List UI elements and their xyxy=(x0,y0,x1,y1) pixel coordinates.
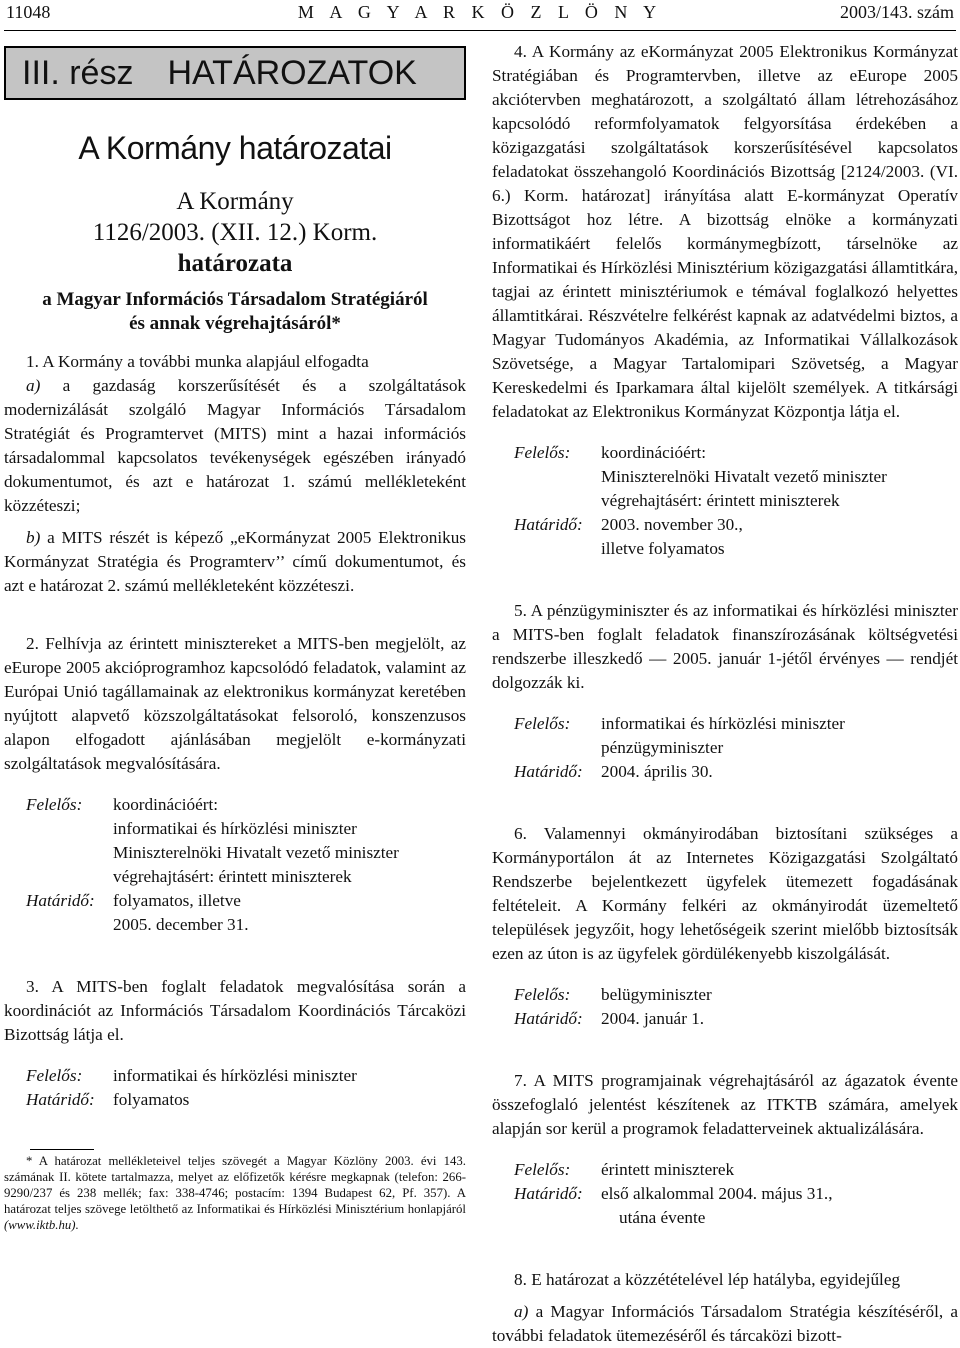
decision-title xyxy=(4,186,466,279)
responsibility-block-4 xyxy=(514,441,958,561)
responsibility-block-5 xyxy=(514,712,958,784)
item-label: a) xyxy=(26,376,41,395)
decision-number: 1126/2003. (XII. 12.) Korm. xyxy=(92,219,378,246)
section-title: A Kormány határozatai xyxy=(78,130,392,166)
part-banner xyxy=(4,46,466,100)
paragraph-8: 8. E határozat a közzétételével lép hatályba, egyidejűleg xyxy=(514,1270,901,1289)
issue-number: 2003/143. szám xyxy=(840,2,954,22)
deadline-value: illetve folyamatos xyxy=(601,539,725,558)
footnote-link: (www.iktb.hu). xyxy=(4,1218,79,1232)
responsible-value: koordinációért: xyxy=(601,443,706,462)
decision-kind: határozata xyxy=(177,250,293,277)
responsibility-block-3 xyxy=(26,1064,466,1112)
deadline-label: Határidő: xyxy=(514,762,583,781)
responsible-value: Miniszterelnöki Hivatalt vezető miniszter xyxy=(113,843,399,862)
deadline-value: 2005. december 31. xyxy=(113,915,249,934)
paragraph-2: 2. Felhívja az érintett minisztereket a MITS-ben megjelölt, az eEurope 2005 akcióprogramhoz kapcsolódó feladatok, valamint az Európai Unió tagállamainak az elektronikus kormányzat keretében nyújtott alapvető közszolgáltatásokat felsoroló, konszenzusos alapon elfogadott ajánlásában megjelölt e-kormányzati szolgáltatások megvalósítására. xyxy=(4,634,466,773)
responsible-label: Felelős: xyxy=(26,795,83,814)
decision-subject xyxy=(4,288,466,336)
part-title: HATÁROZATOK xyxy=(167,54,417,92)
deadline-value: 2003. november 30., xyxy=(601,515,743,534)
footnote-text: * A határozat mellékleteivel teljes szövegét a Magyar Közlöny 2003. évi 143. számának II. kötete tartalmazza, melyet az előfizetők kérésre megkapnak (telefon: 266-9290/237 és 238 mellék; fax: 338-4746; postacím: 1394 Budapest 62, Pf. 357). A határozat teljes szövege letölthető az Informatikai és Hírközlési Minisztérium honlapjáról xyxy=(4,1154,466,1216)
deadline-value: utána évente xyxy=(619,1208,706,1227)
deadline-value: 2004. április 30. xyxy=(601,762,713,781)
deadline-label: Határidő: xyxy=(514,1009,583,1028)
responsible-label: Felelős: xyxy=(514,714,571,733)
responsible-label: Felelős: xyxy=(26,1066,83,1085)
item-label: b) xyxy=(26,528,41,547)
footnote-rule xyxy=(30,1149,94,1150)
responsible-value: koordinációért: xyxy=(113,795,218,814)
deadline-value: folyamatos, illetve xyxy=(113,891,241,910)
responsible-value: végrehajtásért: érintett miniszterek xyxy=(601,491,840,510)
responsible-label: Felelős: xyxy=(514,985,571,1004)
paragraph-6: 6. Valamennyi okmányirodában biztosítani szükséges a Kormányportálon át az Internetes Közigazgatási Szolgáltató Rendszerbe bejelentkezett ügyfelek ütemezett fogadásának feltételeit. A Kormány felkéri az okmányirodát üzemeltető települések jegyzőit, hogy lehetőségeik szerint mielőbb biztosítsák ezen az úton is az ügyfelek gördülékenyebb kiszolgálását. xyxy=(492,824,958,963)
responsible-value: végrehajtásért: érintett miniszterek xyxy=(113,867,352,886)
paragraph-1b xyxy=(4,526,466,598)
deadline-label: Határidő: xyxy=(514,1184,583,1203)
responsible-label: Felelős: xyxy=(514,1160,571,1179)
responsible-value: informatikai és hírközlési miniszter xyxy=(113,1066,357,1085)
footnote xyxy=(4,1153,466,1233)
deadline-label: Határidő: xyxy=(26,1090,95,1109)
page-header xyxy=(6,2,954,28)
deadline-label: Határidő: xyxy=(514,515,583,534)
journal-title: M A G Y A R K Ö Z L Ö N Y xyxy=(297,2,663,22)
paragraph-1: 1. A Kormány a további munka alapjául elfogadta xyxy=(26,352,369,371)
item-label: a) xyxy=(514,1302,529,1321)
deadline-value: 2004. január 1. xyxy=(601,1009,705,1028)
subject-line: a Magyar Információs Társadalom Stratégiáról xyxy=(42,289,428,310)
responsibility-block-7 xyxy=(514,1158,958,1230)
responsibility-block-2 xyxy=(26,793,466,937)
paragraph-8a xyxy=(492,1300,958,1348)
responsible-value: Miniszterelnöki Hivatalt vezető miniszter xyxy=(601,467,887,486)
item-text: a Magyar Információs Társadalom Stratégia készítéséről, a további feladatok ütemezéséről és tárcaközi bizott- xyxy=(492,1302,958,1345)
paragraph-5: 5. A pénzügyminiszter és az informatikai és hírközlési miniszter a MITS-ben foglalt feladatok finanszírozásának költségvetési rendszerbe illeszkedő — 2005. január 1-jétől érvényes — rendjét dolgozzák ki. xyxy=(492,601,958,692)
responsible-value: pénzügyminiszter xyxy=(601,738,724,757)
item-text: a gazdaság korszerűsítését és a szolgáltatások modernizálását szolgáló Magyar Információs Társadalom Stratégiát és Programtervet (MITS) mint a hazai információs társadalommal kapcsolatos tevékenységek egészében irányadó dokumentumot, és azt e határozat 1. számú mellékleteként közzéteszi; xyxy=(4,376,467,515)
item-text: a MITS részét is képező „eKormányzat 2005 Elektronikus Kormányzat Stratégia és Programterv’’ című dokumentumot, és azt e határozat 2. számú mellékleteként közzéteszi. xyxy=(4,528,466,595)
subject-line: és annak végrehajtásáról* xyxy=(129,313,341,334)
responsible-value: érintett miniszterek xyxy=(601,1160,735,1179)
paragraph-7: 7. A MITS programjainak végrehajtásáról az ágazatok évente összefoglaló jelentést készítenek az ITKTB számára, amelyek alapján sor kerül a programok feladatterveinek aktualizálására. xyxy=(492,1071,958,1138)
page-number: 11048 xyxy=(6,2,51,22)
paragraph-3: 3. A MITS-ben foglalt feladatok megvalósítása során a koordinációt az Információs Társadalom Koordinációs Tárcaközi Bizottság látja el. xyxy=(4,977,466,1044)
deadline-label: Határidő: xyxy=(26,891,95,910)
responsibility-block-6 xyxy=(514,983,958,1031)
deadline-value: folyamatos xyxy=(113,1090,190,1109)
paragraph-4: 4. A Kormány az eKormányzat 2005 Elektronikus Kormányzat Stratégiában és Programtervben, illetve az eEurope 2005 akciótervben meghatározott, a szolgáltató állam létrehozásához kapcsolódó reformfolyamatok felgyorsítása érdekében a közigazgatási szolgáltatások korszerűsítésével kapcsolatos feladatokat összehangoló Koordinációs Bizottság [2124/2003. (VI. 6.) Korm. határozat] irányítása alatt E-kormányzat Operatív Bizottságot hoz létre. A bizottság elnöke a kormányzati informatikáért felelős kormánymegbízott, társelnöke az Informatikai és Hírközlési Minisztérium közigazgatási államtitkára, tagjai az érintett minisztériumok e témával foglalkozó helyettes államtitkárai. Részvételre felkérést kapnak az adatvédelmi biztos, a Magyar Tudományos Akadémia, az Informatikai Vállalkozások Szövetsége, a Magyar Tartalomipari Szövetség, a Magyar Kereskedelmi és Iparkamara által kijelölt személyek. A titkársági feladatokat az Elektronikus Kormányzat Központja látja el. xyxy=(492,42,958,421)
responsible-value: belügyminiszter xyxy=(601,985,712,1004)
header-rule xyxy=(4,30,956,31)
left-column xyxy=(4,40,466,1233)
right-column xyxy=(492,40,958,1348)
responsible-value: informatikai és hírközlési miniszter xyxy=(113,819,357,838)
decision-issuer: A Kormány xyxy=(176,188,294,215)
responsible-label: Felelős: xyxy=(514,443,571,462)
paragraph-1a xyxy=(4,374,466,518)
deadline-value: első alkalommal 2004. május 31., xyxy=(601,1184,833,1203)
part-number: III. rész xyxy=(22,54,134,92)
responsible-value: informatikai és hírközlési miniszter xyxy=(601,714,845,733)
